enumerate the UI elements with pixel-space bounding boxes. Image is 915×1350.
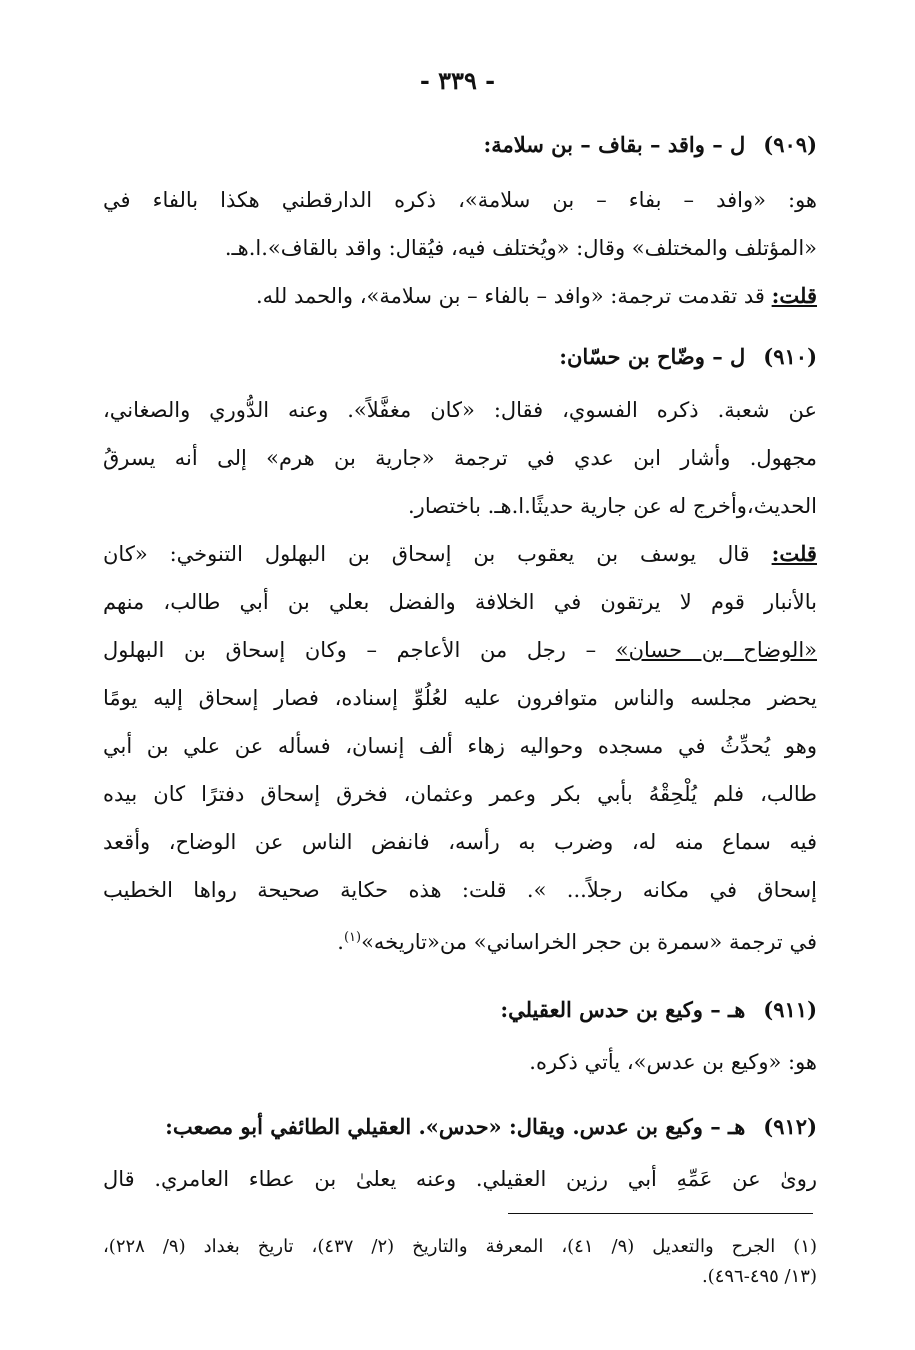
entry-number: (٩٠٩) [763, 132, 817, 157]
text-line: بالأنبار قوم لا يرتقون في الخلافة والفضل بعلي بن أبي طالب، منهم [103, 590, 817, 614]
text-line: يحضر مجلسه والناس متوافرون عليه لعُلُوِّ إسناده، فصار إسحاق إليه يومًا [103, 686, 817, 710]
text-line: «المؤتلف والمختلف» وقال: «ويُختلف فيه، فيُقال: واقد بالقاف».ا.هـ. [224, 236, 817, 260]
text-line: هو: «وكيع بن عدس»، يأتي ذكره. [529, 1050, 817, 1074]
text-line: وهو يُحدِّثُ في مسجده وحواليه زهاء ألف إنسان، فسأله عن علي بن أبي [103, 734, 817, 758]
entry-911-body [103, 1038, 817, 1086]
text-line: في ترجمة «سمرة بن حجر الخراساني» من«تاريخه»$^{(١)}$. [337, 930, 817, 954]
text-line: فيه سماع منه له، وضرب به رأسه، فانفض الناس عن الوضاح، وأقعد [103, 830, 817, 854]
entry-912-body [103, 1155, 817, 1203]
footnote-ref[interactable]: (١) [343, 930, 362, 945]
qult-label: قلت: [771, 283, 817, 308]
page-number: - ٣٣٩ - [419, 66, 496, 95]
footnote-line: (١) الجرح والتعديل (٩/ ٤١)، المعرفة والتاريخ (٢/ ٤٣٧)، تاريخ بغداد (٩/ ٢٢٨)، [103, 1236, 818, 1257]
entry-910-heading [90, 344, 817, 369]
text-line: روىٰ عن عَمِّهِ أبي رزين العقيلي. وعنه يعلىٰ بن عطاء العامري. قال [103, 1167, 817, 1191]
qult-label: قلت: [771, 541, 817, 566]
text-span: – رجل من الأعاجم – وكان إسحاق بن البهلول [103, 638, 616, 662]
entry-909-body [103, 176, 817, 320]
qult-line [103, 272, 817, 320]
entry-909-heading [90, 132, 817, 157]
entry-911-heading [90, 997, 817, 1022]
text-line: طالب، فلم يُلْحِقْهُ بأبي بكر وعمر وعثمان، فخرق إسحاق دفترًا كان بيده [103, 782, 817, 806]
entry-number: (٩١٢) [763, 1114, 817, 1139]
text-line [103, 626, 817, 674]
entry-title: ل – واقد – بقاف – بن سلامة: [483, 132, 746, 157]
footnote-divider [508, 1213, 813, 1214]
underlined-name: «الوضاح بن حسان» [615, 638, 817, 662]
qult-text: قد تقدمت ترجمة: «وافد – بالفاء – بن سلامة»، والحمد لله. [255, 284, 765, 308]
text-line: هو: «وافد – بفاء – بن سلامة»، ذكره الدارقطني هكذا بالفاء في [103, 188, 817, 212]
text-line: إسحاق في مكانه رجلاً... ». قلت: هذه حكاية صحيحة رواها الخطيب [103, 878, 817, 902]
qult-line [103, 530, 817, 578]
entry-number: (٩١٠) [763, 344, 817, 369]
footnote [103, 1232, 817, 1292]
entry-number: (٩١١) [763, 997, 817, 1022]
entry-910-body [103, 386, 817, 966]
qult-text: قال يوسف بن يعقوب بن إسحاق بن البهلول التنوخي: «كان [103, 542, 750, 566]
entry-title: هـ – وكيع بن حدس العقيلي: [500, 997, 746, 1022]
entry-title: ل – وضّاح بن حسّان: [559, 344, 746, 369]
footnote-line: (١٣/ ٤٩٥-٤٩٦). [701, 1266, 817, 1287]
text-line: مجهول. وأشار ابن عدي في ترجمة «جارية بن هرم» إلى أنه يسرقُ [103, 446, 817, 470]
entry-title: هـ – وكيع بن عدس. ويقال: «حدس». العقيلي الطائفي أبو مصعب: [165, 1114, 746, 1139]
text-span: في ترجمة «سمرة بن حجر الخراساني» من«تاريخه» [361, 930, 817, 954]
entry-912-heading [90, 1114, 817, 1139]
text-line: الحديث،وأخرج له عن جارية حديثًا.ا.هـ. باختصار. [408, 494, 817, 518]
text-line: عن شعبة. ذكره الفسوي، فقال: «كان مغفَّلاً». وعنه الدُّوري والصغاني، [103, 398, 817, 422]
